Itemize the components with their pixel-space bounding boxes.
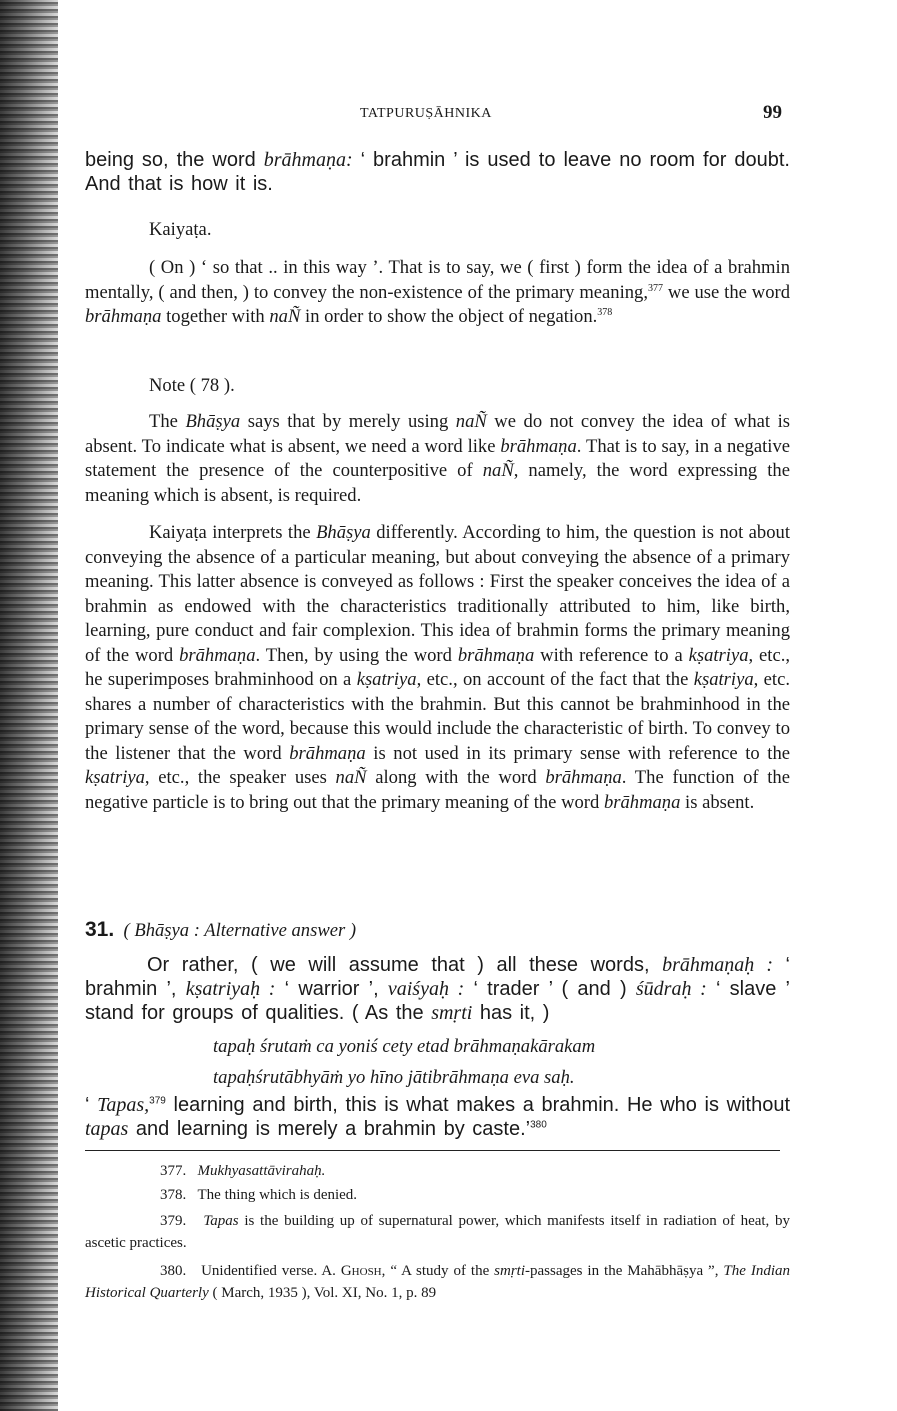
footnote-379: 379. Tapas is the building up of supernatural power, which manifests itself in radiation of heat, by ascetic practices.: [85, 1213, 791, 1251]
book-binding-shadow: [0, 0, 58, 1411]
section-number: 31: [85, 918, 109, 941]
note-paragraph-2: Kaiyaṭa interprets the Bhāṣya differently. According to him, the question is not about conveying the absence of a particular meaning, but about conveying the absence of a primary meaning. This latter absence is conveyed as follows : First the speaker conceives the idea of a brahmin as endowed with the characteristics traditionally attributed to him, like birth, learning, pure conduct and fair complexion. This idea of brahmin forms the primary meaning of the word brāhmaṇa. Then, by using the word brāhmaṇa with reference to a kṣatriya, etc., he superimposes brahminhood on a kṣatriya, etc., on account of the fact that the kṣatriya, etc. shares a number of characteristics with the brahmin. But this cannot be brahminhood in the primary sense of the word, because this would include the characteristic of birth. To convey to the listener that the word brāhmaṇa is not used in its primary sense with reference to the kṣatriya, etc., the speaker uses naÑ along with the word brāhmaṇa. The function of the negative particle is to bring out that the primary meaning of the word brāhmaṇa is absent.: [85, 522, 790, 813]
section-title: ( Bhāṣya : Alternative answer ): [123, 920, 357, 941]
kaiyata-paragraph: ( On ) ‘ so that .. in this way ’. That is to say, we ( first ) form the idea of a brahmin mentally, ( and then, ) to convey the non-existence of the primary meaning,$^{377}$ we use the word brāhmaṇa together with naÑ in order to show the object of negation.$^{378}$: [85, 257, 790, 327]
verse-line-1: tapaḥ śrutaṁ ca yoniś cety etad brāhmaṇakārakam: [213, 1036, 596, 1057]
section-heading-31: 31. ( Bhāṣya : Alternative answer ): [85, 918, 357, 941]
verse-block: [85, 1031, 790, 1093]
verse-line-2: tapaḥśrutābhyāṁ yo hīno jātibrāhmaṇa eva saḥ.: [213, 1067, 575, 1088]
running-title: TATPURUṢĀHNIKA: [360, 106, 492, 121]
kaiyata-heading: Kaiyaṭa.: [149, 219, 212, 240]
footnote-rule: [85, 1150, 780, 1151]
note-heading: Note ( 78 ).: [149, 375, 235, 396]
footnote-380: 380. Unidentified verse. A. Ghosh, “ A study of the smṛti-passages in the Mahābhāṣya ”, The Indian Historical Quarterly ( March, 1935 ), Vol. XI, No. 1, p. 89: [85, 1263, 790, 1301]
footnote-ref-380[interactable]: 380: [530, 1119, 547, 1131]
note-paragraph-1: The Bhāṣya says that by merely using naÑ we do not convey the idea of what is absent. To indicate what is absent, we need a word like brāhmaṇa. That is to say, in a negative statement the presence of the counterpositive of naÑ, namely, the word expressing the meaning which is absent, is required.: [85, 411, 790, 506]
footnote-ref-377[interactable]: 377: [648, 282, 664, 294]
verse-translation: ‘ Tapas,$^{379}$ learning and birth, this is what makes a brahmin. He who is without tapas and learning is merely a brahmin by caste.’$^{380}$: [85, 1094, 791, 1140]
running-head: [85, 102, 790, 130]
footnotes: [85, 1160, 790, 1304]
footnote-ref-378[interactable]: 378: [597, 306, 613, 318]
footnote-378: 378. The thing which is denied.: [160, 1187, 358, 1203]
page-number: 99: [763, 102, 782, 123]
bhasya-paragraph: Or rather, ( we will assume that ) all these words, brāhmaṇaḥ : ‘ brahmin ’, kṣatriyaḥ : ‘ warrior ’, vaiśyaḥ : ‘ trader ’ ( and ) śūdraḥ : ‘ slave ’ stand for groups of qualities. ( As the smṛti has it, ): [85, 954, 791, 1024]
paragraph-continuation: being so, the word brāhmaṇa: ‘ brahmin ’ is used to leave no room for doubt. And that is how it is.: [85, 149, 790, 195]
footnote-ref-379[interactable]: 379: [149, 1095, 166, 1107]
footnote-377: 377. Mukhyasattāvirahaḥ.: [160, 1163, 326, 1179]
